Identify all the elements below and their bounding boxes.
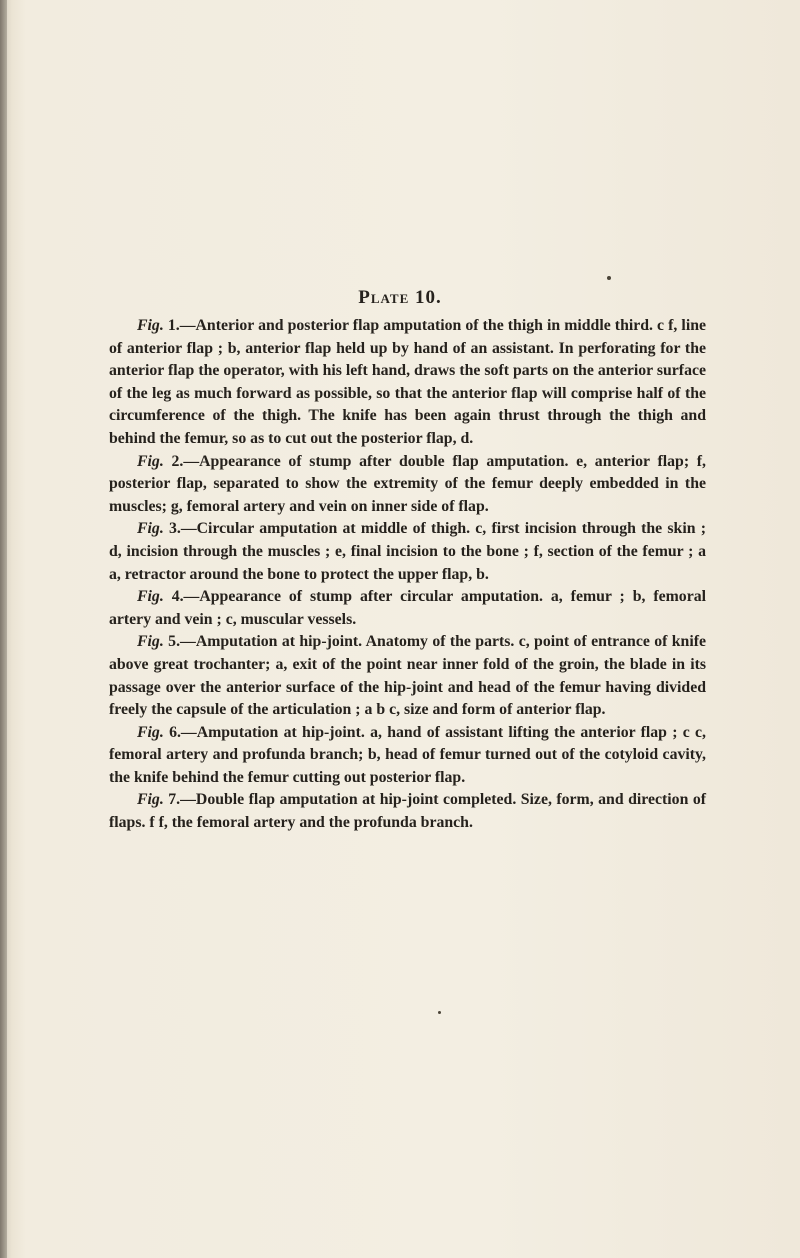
figure-text: 1.—Anterior and posterior flap amputation of the thigh in middle third. c f, line of anterior flap ; b, anterior flap held up by hand of an assistant. In perforating for the anterior flap the operator, with his left hand, draws the soft parts on the anterior surface of the leg as much forward as possible, so that the anterior flap will comprise half of the circumference of the thigh. The knife has been again thrust through the thigh and behind the femur, so as to cut out the posterior flap, d. — [109, 317, 707, 447]
plate-title: Plate 10. — [358, 287, 442, 308]
figure-text: 4.—Appearance of stump after circular amputation. a, femur ; b, femoral artery and vein ; c, muscular vessels. — [109, 588, 706, 628]
figure-text: 7.—Double flap amputation at hip-joint completed. Size, form, and direction of flaps. f f, the femoral artery and the profunda branch. — [109, 791, 706, 832]
figure-label: Fig. — [137, 317, 164, 334]
figure-label: Fig. — [137, 791, 164, 809]
page-binding-edge — [0, 0, 7, 1258]
figure-label: Fig. — [137, 723, 164, 741]
figure-3-description — [109, 518, 706, 586]
plate-description — [109, 315, 706, 835]
figure-2-description — [109, 451, 706, 519]
figure-label: Fig. — [137, 452, 164, 470]
print-speck — [607, 276, 611, 280]
figure-label: Fig. — [137, 520, 164, 538]
figure-text: 5.—Amputation at hip-joint. Anatomy of the parts. c, point of entrance of knife above great trochanter; a, exit of the point near inner fold of the groin, the blade in its passage over the anterior surface of the hip-joint and head of the femur having divided freely the capsule of the articulation ; a b c, size and form of anterior flap. — [109, 633, 707, 719]
figure-text: 6.—Amputation at hip-joint. a, hand of assistant lifting the anterior flap ; c c, femoral artery and profunda branch; b, head of femur turned out of the cotyloid cavity, the knife behind the femur cutting out posterior flap. — [109, 723, 706, 786]
figure-5-description — [109, 631, 706, 721]
figure-text: 3.—Circular amputation at middle of thigh. c, first incision through the skin ; d, incision through the muscles ; e, final incision to the bone ; f, section of the femur ; a a, retractor around the bone to protect the upper flap, b. — [109, 520, 706, 583]
figure-label: Fig. — [137, 633, 164, 651]
print-speck — [438, 1011, 441, 1014]
figure-6-description — [109, 722, 706, 790]
figure-7-description — [109, 789, 706, 834]
figure-text: 2.—Appearance of stump after double flap amputation. e, anterior flap; f, posterior flap, separated to show the extremity of the femur deeply embedded in the muscles; g, femoral artery and vein on inner side of flap. — [109, 452, 706, 515]
figure-label: Fig. — [137, 588, 164, 606]
figure-4-description — [109, 586, 706, 631]
figure-1-description — [109, 315, 706, 451]
